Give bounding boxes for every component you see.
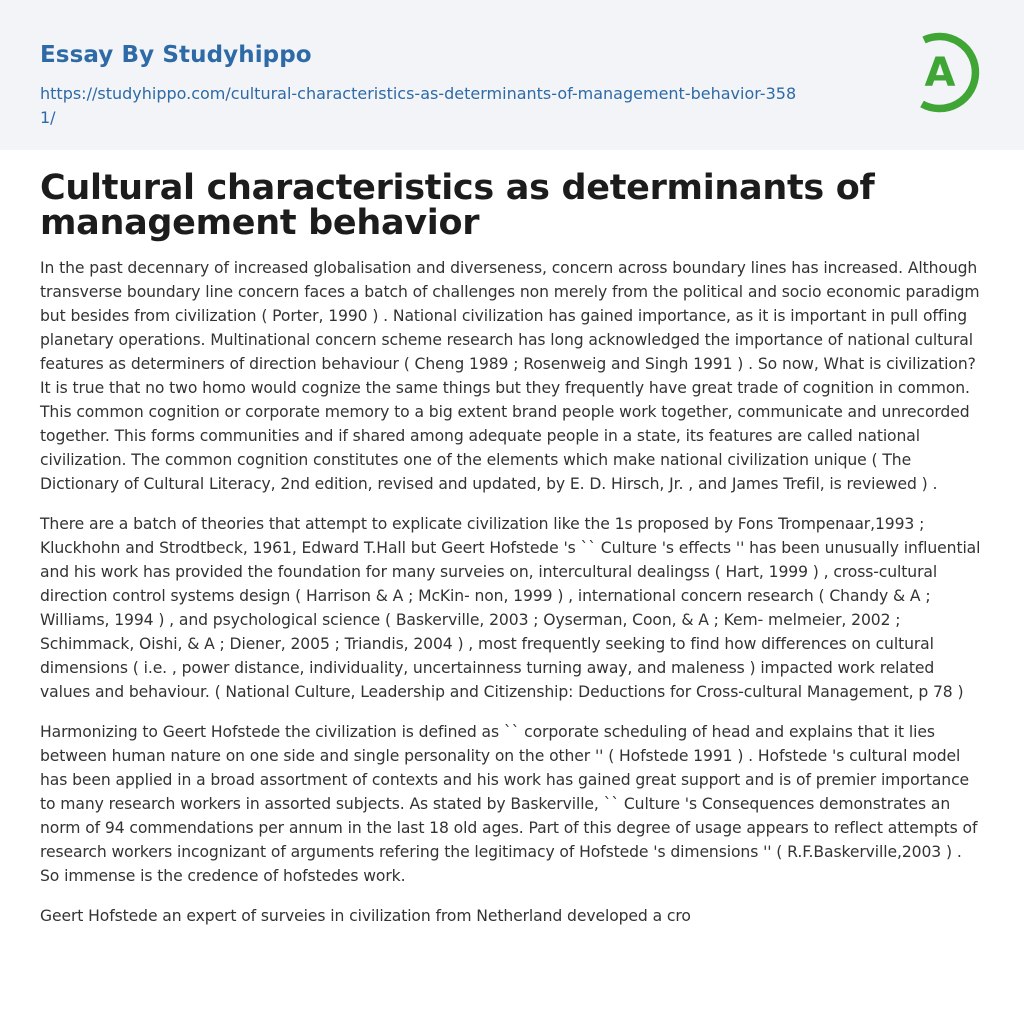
article-title: Cultural characteristics as determinants of management behavior (40, 168, 875, 243)
paragraph-4: Geert Hofstede an expert of surveies in civilization from Netherland developed a cro (40, 907, 691, 925)
article-body (40, 256, 984, 944)
essay-url-link[interactable]: https://studyhippo.com/cultural-characteristics-as-determinants-of-management-behavior-3581/ (40, 84, 797, 127)
studyhippo-logo[interactable] (912, 30, 986, 114)
paragraph-1: In the past decennary of increased globalisation and diverseness, concern across boundary lines has increased. Although transverse boundary line concern faces a batch of challenges non merely from the political and socio economic paradigm but besides from civilization ( Porter, 1990 ) . National civilization has gained importance, as it is important in pull offing planetary operations. Multinational concern scheme research has long acknowledged the importance of national cultural features as determiners of direction behaviour ( Cheng 1989 ; Rosenweig and Singh 1991 ) . So now, What is civilization? It is true that no two homo would cognize the same things but they frequently have great trade of cognition in common. This common cognition or corporate memory to a big extent brand people work together, communicate and unrecorded together. This forms communities and if shared among adequate people in a state, its features are called national civilization. The common cognition constitutes one of the elements which make national civilization unique ( The Dictionary of Cultural Literacy, 2nd edition, revised and updated, by E. D. Hirsch, Jr. , and James Trefil, is reviewed ) . (40, 259, 980, 493)
paragraph-2: There are a batch of theories that attempt to explicate civilization like the 1s proposed by Fons Trompenaar,1993 ; Kluckhohn and Strodtbeck, 1961, Edward T.Hall but Geert Hofstede 's `` Culture 's effects '' has been unusually influential and his work has provided the foundation for many surveies on, intercultural dealingss ( Hart, 1999 ) , cross-cultural direction control systems design ( Harrison & A ; McKin- non, 1999 ) , international concern research ( Chandy & A ; Williams, 1994 ) , and psychological science ( Baskerville, 2003 ; Oyserman, Coon, & A ; Kem- melmeier, 2002 ; Schimmack, Oishi, & A ; Diener, 2005 ; Triandis, 2004 ) , most frequently seeking to find how differences on cultural dimensions ( i.e. , power distance, individuality, uncertainness turning away, and maleness ) impacted work related values and behaviour. ( National Culture, Leadership and Citizenship: Deductions for Cross-cultural Management, p 78 ) (40, 515, 981, 701)
site-header (0, 0, 1024, 150)
logo-letter: A (924, 50, 956, 96)
paragraph-3: Harmonizing to Geert Hofstede the civilization is defined as `` corporate scheduling of head and explains that it lies between human nature on one side and single personality on the other '' ( Hofstede 1991 ) . Hofstede 's cultural model has been applied in a broad assortment of contexts and his work has gained great support and is of premier importance to many research workers in assorted subjects. As stated by Baskerville, `` Culture 's Consequences demonstrates an norm of 94 commendations per annum in the last 18 old ages. Part of this degree of usage appears to reflect attempts of research workers incognizant of arguments refering the legitimacy of Hofstede 's dimensions '' ( R.F.Baskerville,2003 ) . So immense is the credence of hofstedes work. (40, 723, 978, 885)
logo-icon (912, 30, 986, 114)
brand-name[interactable]: Essay By Studyhippo (40, 42, 312, 68)
